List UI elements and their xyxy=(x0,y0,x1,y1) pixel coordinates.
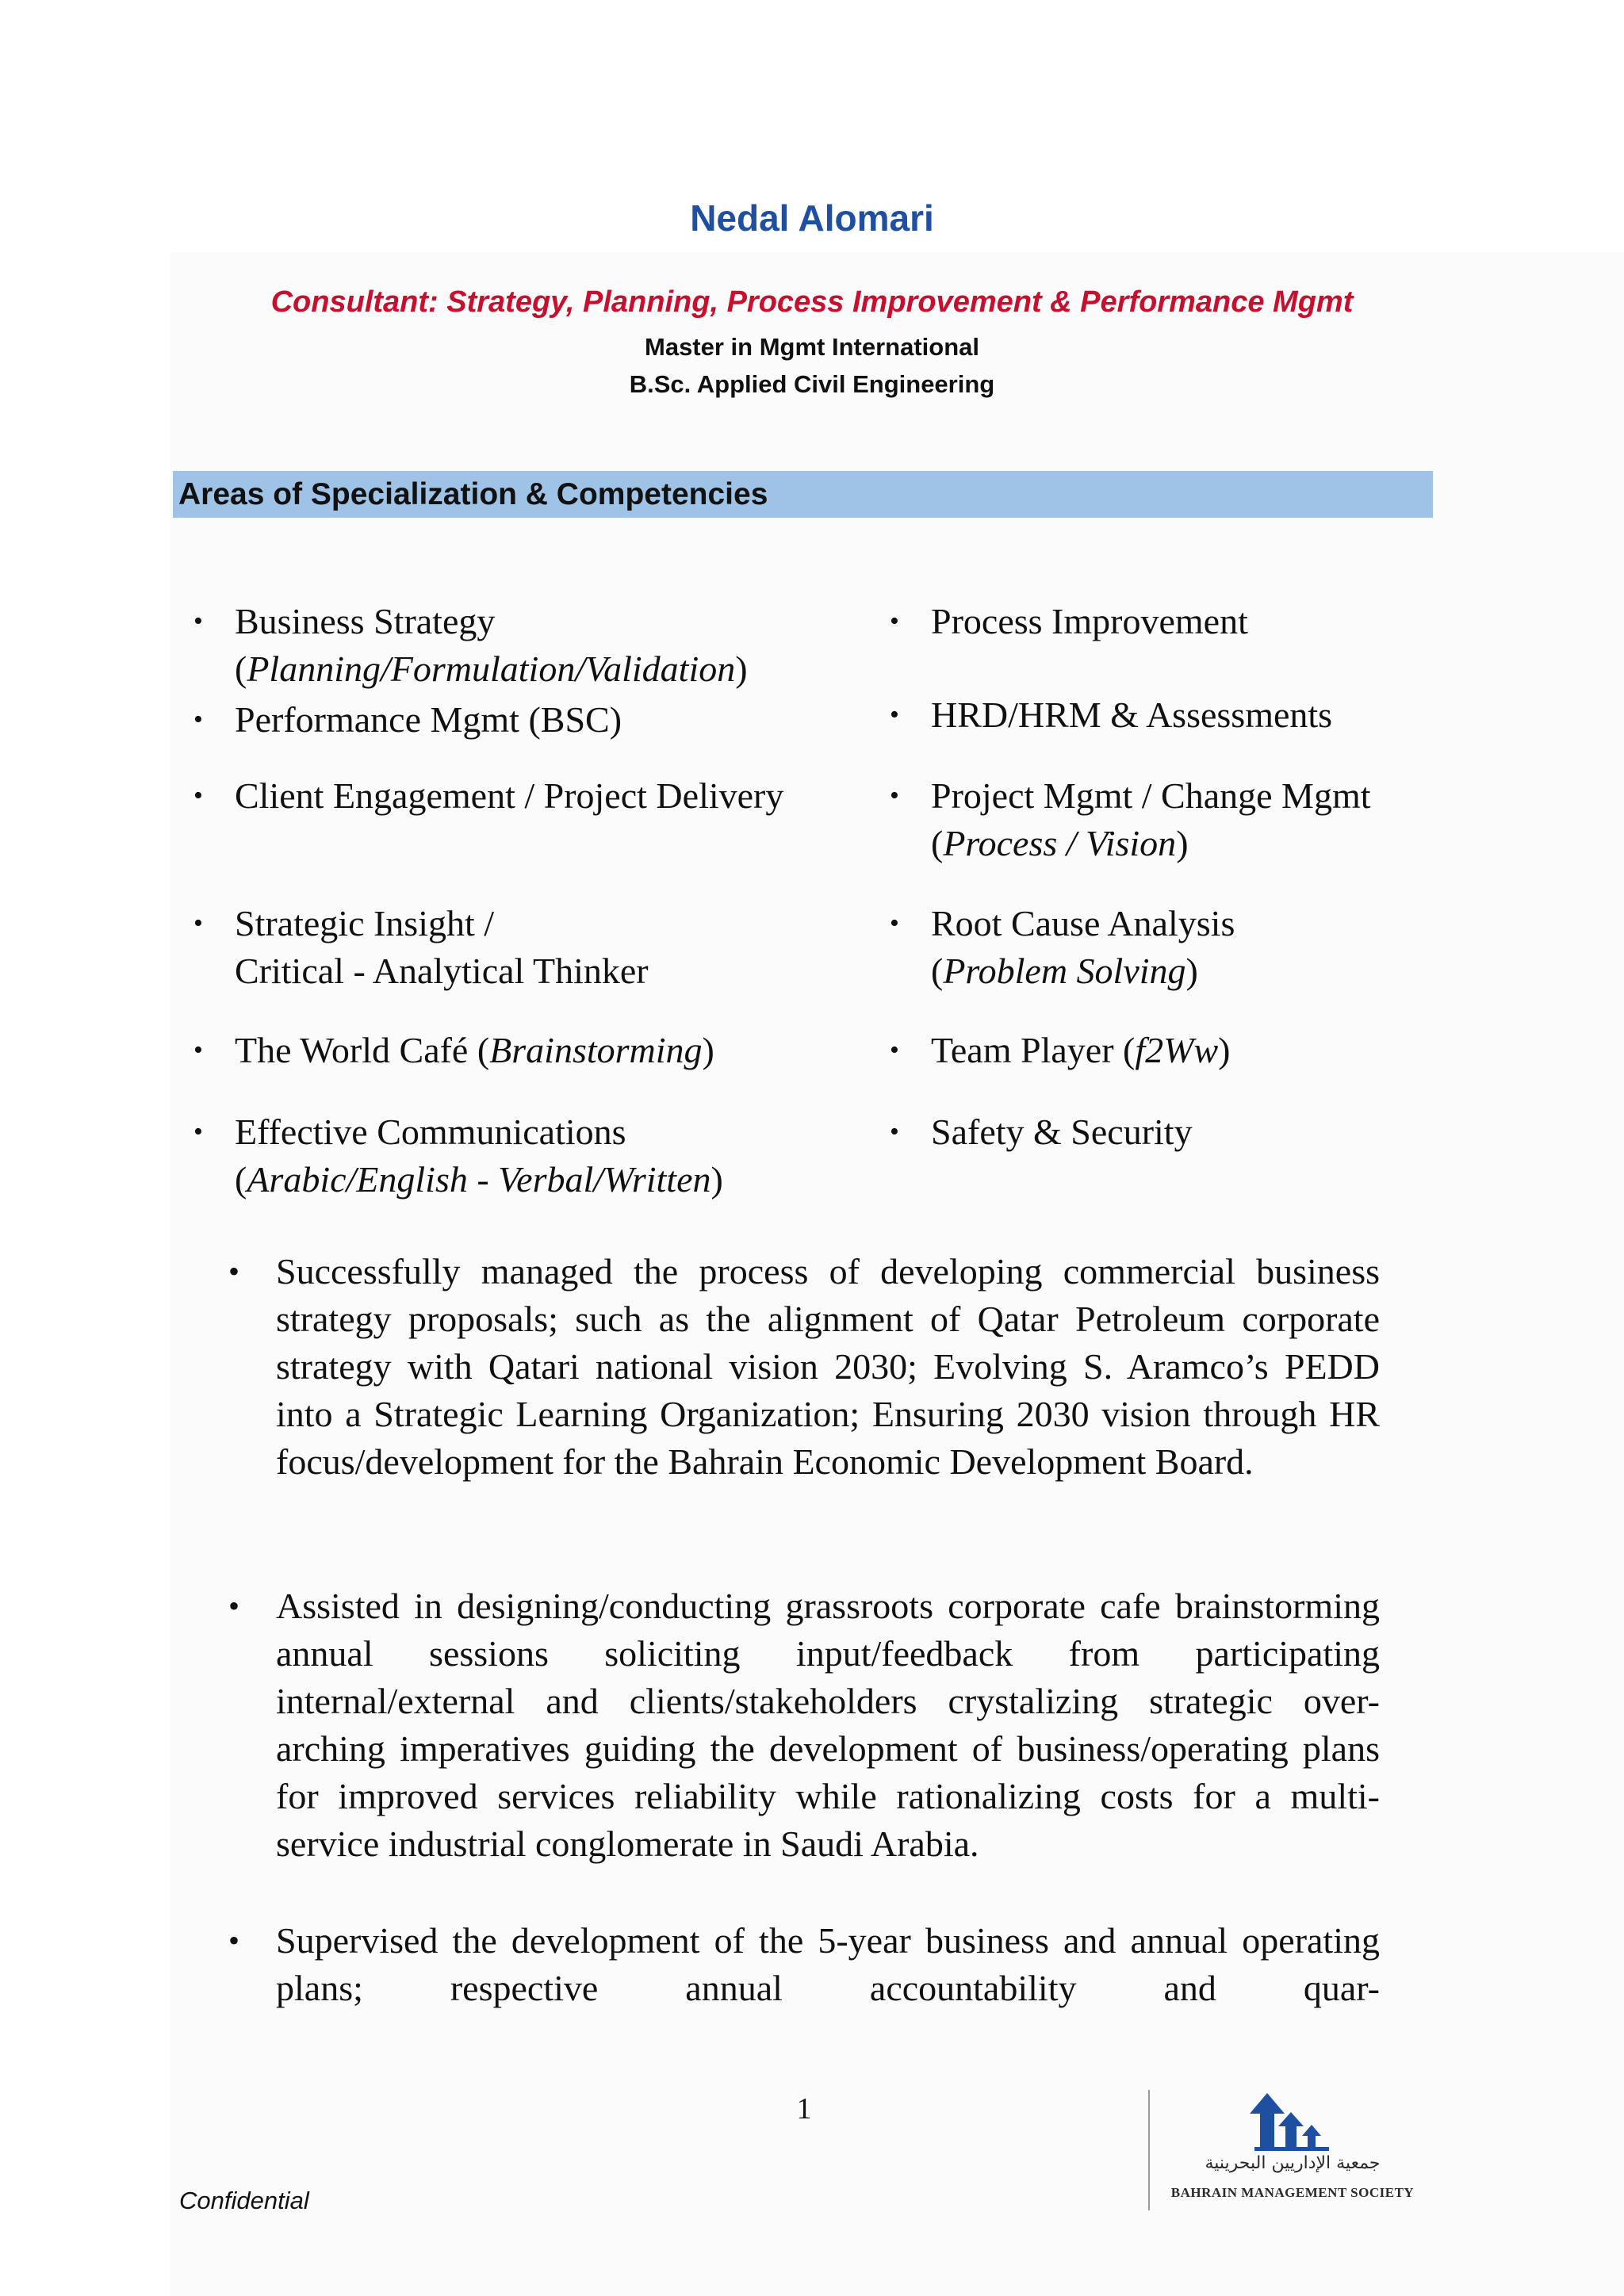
competency-label: Root Cause Analysis xyxy=(931,903,1235,943)
competency-detail: (Arabic/English - Verbal/Written) xyxy=(235,1159,723,1200)
achievement-paragraph xyxy=(228,1582,1380,1868)
bullet-icon: • xyxy=(890,1117,899,1146)
bms-logo-icon xyxy=(1166,2085,1419,2152)
bullet-icon: • xyxy=(228,1588,240,1624)
competency-item xyxy=(193,900,649,995)
achievement-paragraph xyxy=(228,1248,1380,1486)
competency-item xyxy=(890,772,1371,867)
competency-item xyxy=(193,598,748,693)
competency-item xyxy=(193,772,784,820)
competency-item xyxy=(890,900,1235,995)
degree-bachelors: B.Sc. Applied Civil Engineering xyxy=(629,370,995,398)
logo-arabic-text: جمعية الإداريين البحرينية xyxy=(1205,2153,1381,2173)
competency-label: HRD/HRM & Assessments xyxy=(931,695,1333,735)
bahrain-management-society-logo xyxy=(1166,2085,1419,2212)
section-heading: Areas of Specialization & Competencies xyxy=(173,471,1433,518)
job-title: Consultant: Strategy, Planning, Process Improvement & Performance Mgmt xyxy=(270,285,1354,319)
competency-label: Effective Communications xyxy=(235,1112,626,1152)
competency-label: The World Café (Brainstorming) xyxy=(235,1030,714,1070)
competency-label: Safety & Security xyxy=(931,1112,1193,1152)
bullet-icon: • xyxy=(193,909,203,938)
bullet-icon: • xyxy=(890,909,899,938)
competency-label: Team Player (f2Ww) xyxy=(931,1030,1231,1070)
competency-label-line2: Critical - Analytical Thinker xyxy=(235,951,649,991)
bullet-icon: • xyxy=(193,1117,203,1146)
bullet-icon: • xyxy=(193,607,203,636)
footer-divider xyxy=(1148,2090,1150,2210)
bullet-icon: • xyxy=(193,705,203,734)
bullet-icon: • xyxy=(193,781,203,810)
bullet-icon: • xyxy=(890,607,899,636)
page-number: 1 xyxy=(796,2092,812,2126)
competency-item xyxy=(890,1108,1193,1156)
competency-label: Strategic Insight / xyxy=(235,903,495,943)
competency-detail: (Planning/Formulation/Validation) xyxy=(235,649,748,689)
bullet-icon: • xyxy=(890,1035,899,1065)
bullet-icon: • xyxy=(193,1035,203,1065)
achievement-text: Successfully managed the process of developing commercial business strategy proposals; such as the alignment of Qatar Petroleum corporate strategy with Qatari national vision 2030; Evolving S. Aramco’s PEDD into a Strategic Learning Organization; Ensuring 2030 vision through HR focus/development for the Bahrain Economic Development Board. xyxy=(276,1251,1380,1482)
competency-label: Process Improvement xyxy=(931,601,1248,641)
competency-label: Project Mgmt / Change Mgmt xyxy=(931,775,1371,816)
competency-item xyxy=(890,1027,1231,1074)
achievement-paragraph xyxy=(228,1917,1380,2012)
achievement-text: Assisted in designing/conducting grassroots corporate cafe brainstorming annual sessions soliciting input/feedback from participating internal/external and clients/stakeholders crystalizing strategic over-arching imperatives guiding the development of business/operating plans for improved services reliability while rationalizing costs for a multi-service industrial conglomerate in Saudi Arabia. xyxy=(276,1586,1380,1864)
candidate-name: Nedal Alomari xyxy=(690,197,934,239)
confidential-label: Confidential xyxy=(179,2187,309,2214)
competency-label: Business Strategy xyxy=(235,601,496,641)
logo-english-text: BAHRAIN MANAGEMENT SOCIETY xyxy=(1170,2185,1415,2200)
bullet-icon: • xyxy=(228,1253,240,1289)
competency-item xyxy=(890,691,1333,739)
competency-detail: (Problem Solving) xyxy=(931,951,1198,991)
competency-item xyxy=(193,1108,723,1203)
achievement-text: Supervised the development of the 5-year business and annual operating plans; respective annual accountability and quar- xyxy=(276,1920,1380,2008)
competency-label: Performance Mgmt (BSC) xyxy=(235,699,622,740)
bullet-icon: • xyxy=(890,781,899,810)
competency-item xyxy=(193,1027,714,1074)
bullet-icon: • xyxy=(228,1923,240,1958)
bullet-icon: • xyxy=(890,700,899,729)
competency-detail: (Process / Vision) xyxy=(931,823,1189,863)
competency-item xyxy=(890,598,1248,645)
degree-masters: Master in Mgmt International xyxy=(645,333,979,361)
competency-label: Client Engagement / Project Delivery xyxy=(235,775,784,816)
competency-item xyxy=(193,696,622,744)
